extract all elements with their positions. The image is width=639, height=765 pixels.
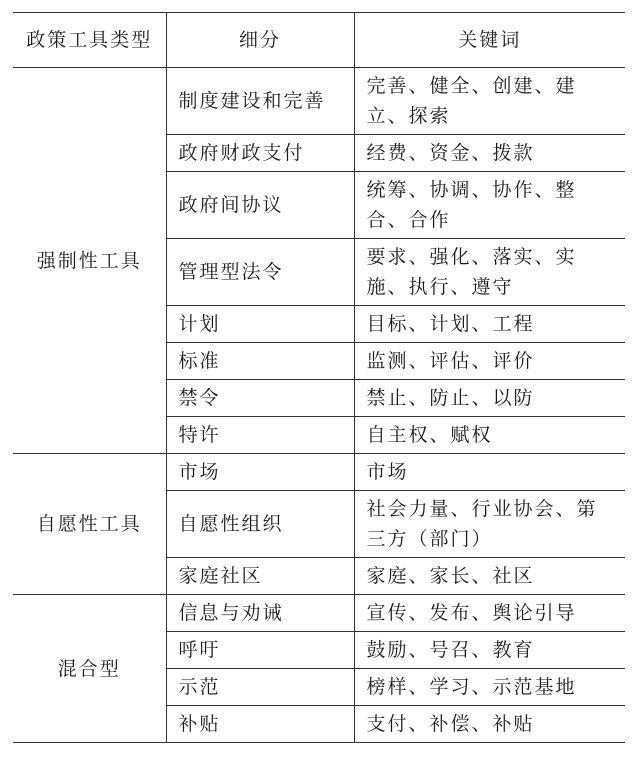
keywords-cell: 市场 [354, 454, 625, 491]
keywords-cell: 家庭、家长、社区 [354, 558, 625, 595]
subcategory-cell: 市场 [166, 454, 354, 491]
subcategory-cell: 示范 [166, 669, 354, 706]
subcategory-cell: 计划 [166, 306, 354, 343]
tool-type-cell: 强制性工具 [13, 68, 166, 454]
subcategory-cell: 政府间协议 [166, 172, 354, 239]
keywords-cell: 监测、评估、评价 [354, 343, 625, 380]
subcategory-cell: 特许 [166, 417, 354, 454]
keywords-cell: 禁止、防止、以防 [354, 380, 625, 417]
keywords-cell: 自主权、赋权 [354, 417, 625, 454]
subcategory-cell: 信息与劝诫 [166, 595, 354, 632]
header-keywords: 关键词 [354, 13, 625, 68]
keywords-cell: 统筹、协调、协作、整合、合作 [354, 172, 625, 239]
subcategory-cell: 标准 [166, 343, 354, 380]
subcategory-cell: 自愿性组织 [166, 491, 354, 558]
subcategory-cell: 制度建设和完善 [166, 68, 354, 135]
keywords-cell: 经费、资金、拨款 [354, 135, 625, 172]
subcategory-cell: 呼吁 [166, 632, 354, 669]
keywords-cell: 鼓励、号召、教育 [354, 632, 625, 669]
subcategory-cell: 政府财政支付 [166, 135, 354, 172]
subcategory-cell: 管理型法令 [166, 239, 354, 306]
subcategory-cell: 禁令 [166, 380, 354, 417]
header-type: 政策工具类型 [13, 13, 166, 68]
policy-tools-table [13, 12, 625, 743]
subcategory-cell: 家庭社区 [166, 558, 354, 595]
subcategory-cell: 补贴 [166, 706, 354, 743]
tool-type-cell: 混合型 [13, 595, 166, 743]
keywords-cell: 支付、补偿、补贴 [354, 706, 625, 743]
keywords-cell: 目标、计划、工程 [354, 306, 625, 343]
table-row [13, 68, 625, 135]
table-row [13, 595, 625, 632]
keywords-cell: 社会力量、行业协会、第三方（部门） [354, 491, 625, 558]
keywords-cell: 宣传、发布、舆论引导 [354, 595, 625, 632]
tool-type-cell: 自愿性工具 [13, 454, 166, 595]
header-subcategory: 细分 [166, 13, 354, 68]
keywords-cell: 榜样、学习、示范基地 [354, 669, 625, 706]
header-row [13, 13, 625, 68]
table-row [13, 454, 625, 491]
keywords-cell: 完善、健全、创建、建立、探索 [354, 68, 625, 135]
keywords-cell: 要求、强化、落实、实施、执行、遵守 [354, 239, 625, 306]
